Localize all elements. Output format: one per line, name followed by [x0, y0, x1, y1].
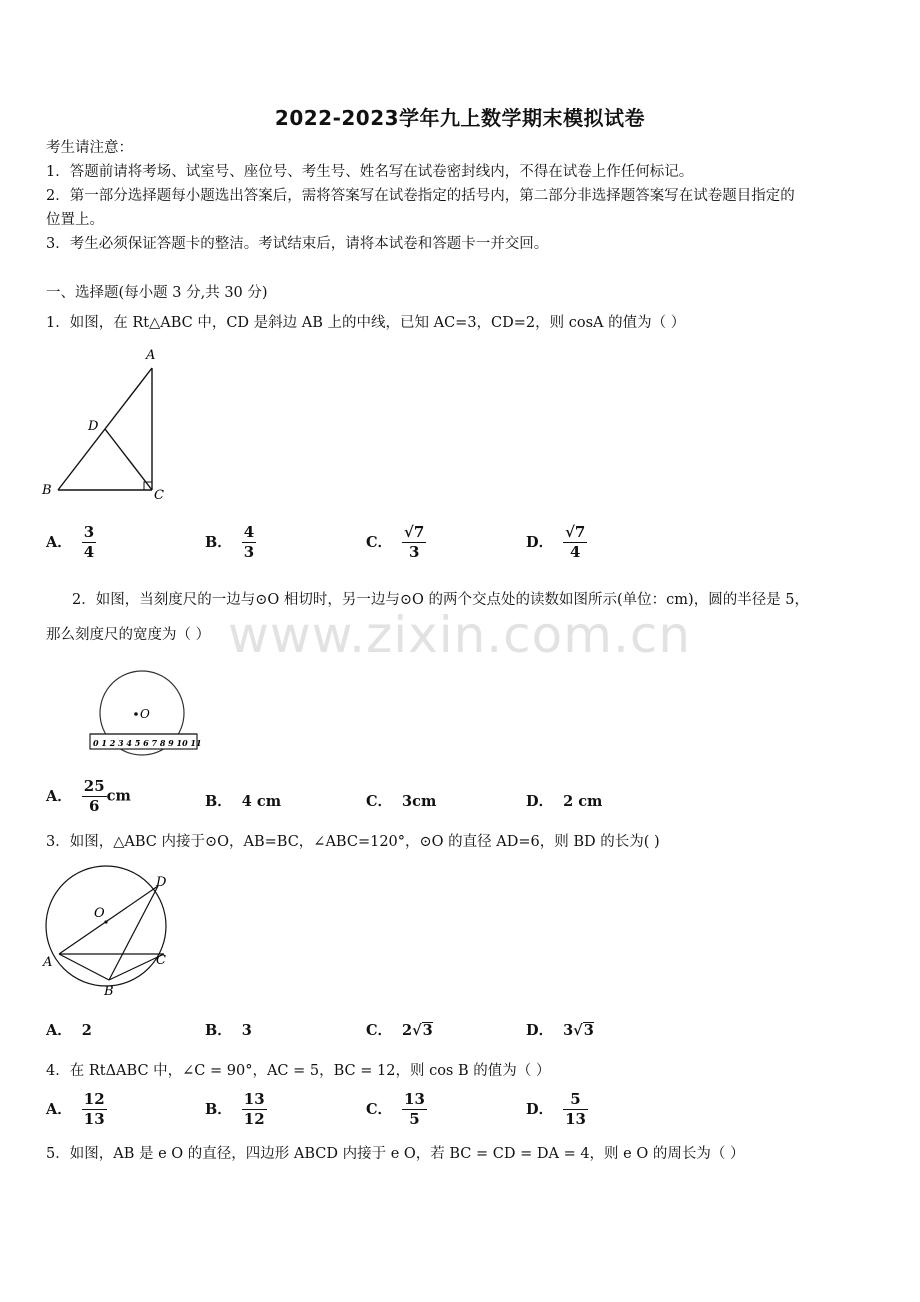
q3-label-d: D	[156, 875, 167, 890]
watermark: www.zixin.com.cn	[228, 606, 692, 664]
notice-item-2-cont: 位置上。	[46, 212, 104, 228]
notice-item-2: 2．第一部分选择题每小题选出答案后，需将答案写在试卷指定的括号内，第二部分非选择题答案写在试卷题目指定的	[46, 188, 795, 204]
q3-option-b[interactable]: B． 3	[205, 1022, 252, 1039]
q2-figure	[80, 670, 210, 760]
q1-figure	[36, 342, 176, 507]
q1-label-d: D	[88, 419, 99, 434]
q2-text-line1: 2．如图，当刻度尺的一边与⊙O 相切时，另一边与⊙O 的两个交点处的读数如图所示(单位：cm)，圆的半径是 5，	[72, 592, 810, 608]
q3-label-o: O	[94, 906, 105, 921]
q1-label-c: C	[154, 488, 164, 503]
q1-option-c[interactable]: C． $\frac{√7}{3}$	[366, 523, 425, 561]
q1-text: 1．如图，在 Rt△ABC 中，CD 是斜边 AB 上的中线，已知 AC=3，CD=2，则 cosA 的值为（ ）	[46, 315, 686, 331]
q2-ruler-scale: 0 1 2 3 4 5 6 7 8 9 10 11	[93, 738, 202, 748]
q3-option-a[interactable]: A． 2	[46, 1022, 92, 1039]
q4-option-b[interactable]: B． $\frac{13}{12}$	[205, 1090, 265, 1128]
q2-option-a[interactable]: A． $\frac{25}{6}$ cm	[46, 777, 131, 815]
notice-heading: 考生请注意：	[46, 140, 133, 156]
q1-label-b: B	[42, 483, 52, 498]
q3-figure	[36, 858, 186, 1003]
q2-center-label: O	[140, 707, 150, 721]
q1-option-a[interactable]: A． $\frac{3}{4}$	[46, 523, 95, 561]
q3-option-d[interactable]: D． 3√3	[526, 1022, 594, 1039]
q2-option-b[interactable]: B． 4 cm	[205, 793, 282, 810]
q4-text: 4．在 RtΔABC 中，∠C = 90°，AC = 5，BC = 12，则 cos B 的值为（ ）	[46, 1063, 551, 1079]
page-title: 2022-2023学年九上数学期末模拟试卷	[274, 106, 646, 130]
q3-label-b: B	[104, 984, 114, 999]
q5-text: 5．如图，AB 是 e O 的直径，四边形 ABCD 内接于 e O，若 BC = CD = DA = 4，则 e O 的周长为（ ）	[46, 1146, 745, 1162]
q3-label-c: C	[156, 953, 166, 968]
q2-option-d[interactable]: D． 2 cm	[526, 793, 603, 810]
q3-text: 3．如图，△ABC 内接于⊙O，AB=BC，∠ABC=120°，⊙O 的直径 AD=6，则 BD 的长为( )	[46, 834, 660, 850]
q4-option-d[interactable]: D． $\frac{5}{13}$	[526, 1090, 586, 1128]
notice-item-1: 1．答题前请将考场、试室号、座位号、考生号、姓名写在试卷密封线内，不得在试卷上作任何标记。	[46, 164, 694, 180]
section-heading: 一、选择题(每小题 3 分,共 30 分)	[46, 285, 268, 301]
notice-item-3: 3．考生必须保证答题卡的整洁。考试结束后，请将本试卷和答题卡一并交回。	[46, 236, 549, 252]
q4-option-c[interactable]: C． $\frac{13}{5}$	[366, 1090, 425, 1128]
q3-label-a: A	[43, 955, 53, 970]
q3-option-c[interactable]: C． 2√3	[366, 1022, 433, 1039]
q1-option-b[interactable]: B． $\frac{4}{3}$	[205, 523, 255, 561]
q2-option-c[interactable]: C． 3cm	[366, 793, 437, 810]
q4-option-a[interactable]: A． $\frac{12}{13}$	[46, 1090, 105, 1128]
q1-label-a: A	[146, 348, 156, 363]
q2-text-line2: 那么刻度尺的宽度为（ ）	[46, 627, 211, 643]
q1-option-d[interactable]: D． $\frac{√7}{4}$	[526, 523, 586, 561]
